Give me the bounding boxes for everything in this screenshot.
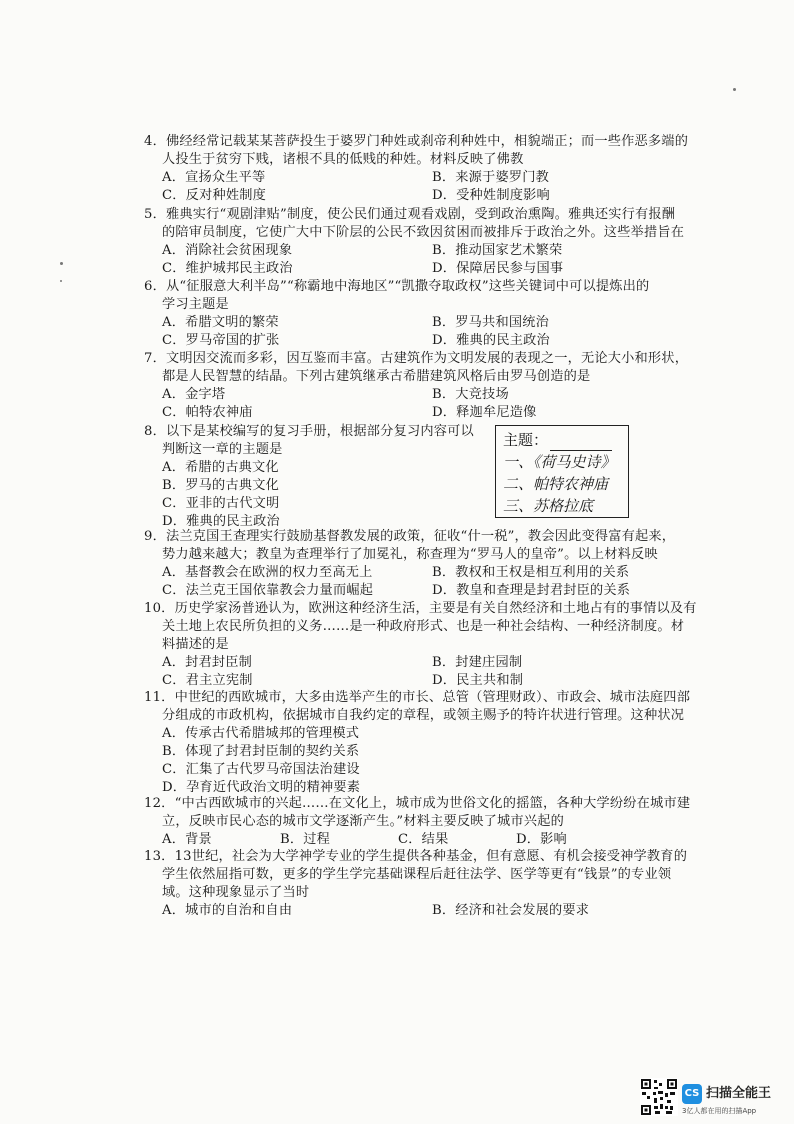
option-b: B．教权和王权是相互利用的关系 [432,565,630,580]
box-title: 主题： [503,431,549,449]
question-stem-line: 的陪审员制度，它使广大中下阶层的公民不致因贫困而被排斥于政治之外。这些举措旨在 [162,225,685,240]
options [162,564,708,600]
question-stem-line: 5．雅典实行“观剧津贴”制度，使公民们通过观看戏剧，受到政治熏陶。雅典还实行有报酬 [144,207,676,222]
review-handbook-box [495,425,629,518]
option-a: A．背景 [162,832,212,847]
question-stem-line: 6．从“征服意大利半岛”“称霸地中海地区”“凯撒夺取政权”这些关键词中可以提炼出的 [144,279,650,294]
options [162,314,708,350]
question-stem-line: 10．历史学家汤普逊认为，欧洲这种经济生活，主要是有关自然经济和土地占有的事情以及有 [144,601,697,616]
question-stem-line: 9．法兰克国王查理实行鼓励基督教发展的政策，征收“什一税”，教会因此变得富有起来， [144,529,676,544]
question-8 [144,423,498,531]
cs-logo-icon: CS [682,1084,702,1104]
box-item: 一、《荷马史诗》 [503,453,616,471]
option-b: B．罗马的古典文化 [162,478,279,493]
option-b: B．体现了封君封臣制的契约关系 [162,744,360,759]
option-d: D．释迦牟尼造像 [432,405,537,420]
question-stem-line: 料描述的是 [162,637,229,652]
option-d: D．雅典的民主政治 [432,333,550,348]
question-7 [144,350,708,422]
options [162,654,708,690]
question-stem-line: 8．以下是某校编写的复习手册，根据部分复习内容可以 [144,424,474,439]
question-stem-line: 学生依然屈指可数，更多的学生学完基础课程后赶往法学、医学等更有“钱景”的专业领 [162,867,672,882]
option-c: C．结果 [398,832,449,847]
option-a: A．金字塔 [162,387,226,402]
option-d: D．保障居民参与国事 [432,261,564,276]
box-item: 三、苏格拉底 [503,497,594,515]
question-stem-line: 人投生于贫穷下贱，诸根不具的低贱的种姓。材料反映了佛教 [162,152,524,167]
options [162,902,708,920]
question-stem-line: 4．佛经经常记载某某菩萨投生于婆罗门种姓或刹帝利种姓中，相貌端正；而一些作恶多端的 [144,134,689,149]
scan-speck [60,262,63,265]
option-b: B．推动国家艺术繁荣 [432,243,563,258]
question-stem-line: 分组成的市政机构，依据城市自我约定的章程，或领主赐予的特许状进行管理。这种状况 [162,708,685,723]
question-stem-line: 立，反映市民心态的城市文学逐渐产生。”材料主要反映了城市兴起的 [162,814,564,829]
option-b: B．大竞技场 [432,387,509,402]
options [162,831,708,849]
option-a: A．基督教会在欧洲的权力至高无上 [162,565,373,580]
scanner-brand: 扫描全能王 [706,1086,772,1101]
scan-speck [733,88,736,91]
option-c: C．亚非的古代文明 [162,496,280,511]
option-b: B．来源于婆罗门教 [432,170,549,185]
option-c: C．汇集了古代罗马帝国法治建设 [162,762,360,777]
options [162,242,708,278]
question-stem-line: 7．文明因交流而多彩，因互鉴而丰富。古建筑作为文明发展的表现之一，无论大小和形状， [144,351,689,366]
option-c: C．君主立宪制 [162,673,253,688]
option-d: D．孕育近代政治文明的精神要素 [162,780,361,795]
question-stem-line: 都是人民智慧的结晶。下列古建筑继承古希腊建筑风格后由罗马创造的是 [162,369,591,384]
question-stem-line: 关土地上农民所负担的义务……是一种政府形式、也是一种社会结构、一种经济制度。材 [162,619,685,634]
question-9 [144,528,708,600]
question-13 [144,848,708,920]
box-title-line [503,429,628,451]
option-a: A．希腊文明的繁荣 [162,315,279,330]
scanner-tagline: 3亿人都在用的扫描App [682,1107,757,1115]
option-b: B．罗马共和国统治 [432,315,549,330]
scan-speck [60,280,62,282]
question-6 [144,278,708,350]
question-stem-line: 域。这种现象显示了当时 [162,885,310,900]
option-d: D．民主共和制 [432,673,524,688]
option-c: C．罗马帝国的扩张 [162,333,280,348]
option-a: A．封君封臣制 [162,655,253,670]
option-d: D．受种姓制度影响 [432,188,550,203]
option-b: B．经济和社会发展的要求 [432,903,590,918]
question-5 [144,206,708,278]
question-11 [144,689,708,797]
question-stem-line: 学习主题是 [162,297,229,312]
option-d: D．雅典的民主政治 [162,514,280,529]
option-b: B．封建庄园制 [432,655,523,670]
option-a: A．宣扬众生平等 [162,170,266,185]
question-stem-line: 势力越来越大；教皇为查理举行了加冕礼，称查理为“罗马人的皇帝”。以上材料反映 [162,547,658,562]
options [162,169,708,205]
question-stem-line: 11．中世纪的西欧城市，大多由选举产生的市长、总管（管理财政）、市政会、城市法庭四部 [144,690,691,705]
option-d: D．教皇和查理是封君封臣的关系 [432,583,631,598]
option-d: D．影响 [516,832,567,847]
scanner-watermark [640,1078,790,1120]
option-b: B．过程 [280,832,331,847]
question-stem-line: 13．13世纪，社会为大学神学专业的学生提供各种基金，但有意愿、有机会接受神学教育的 [144,849,688,864]
option-c: C．帕特农神庙 [162,405,253,420]
option-a: A．传承古代希腊城邦的管理模式 [162,726,360,741]
question-stem-line: 判断这一章的主题是 [162,442,283,457]
option-a: A．城市的自治和自由 [162,903,293,918]
option-c: C．反对种姓制度 [162,188,267,203]
question-12 [144,795,708,849]
qr-code-icon [640,1078,678,1116]
question-10 [144,600,708,690]
options [162,386,708,422]
question-4 [144,133,708,205]
options [162,725,708,797]
option-c: C．法兰克王国依靠教会力量而崛起 [162,583,374,598]
question-stem-line: 12．“中古西欧城市的兴起……在文化上，城市成为世俗文化的摇篮，各种大学纷纷在城市建 [144,796,691,811]
options [162,459,498,531]
option-a: A．希腊的古典文化 [162,460,279,475]
box-item: 二、帕特农神庙 [503,475,609,493]
option-a: A．消除社会贫困现象 [162,243,293,258]
option-c: C．维护城邦民主政治 [162,261,293,276]
